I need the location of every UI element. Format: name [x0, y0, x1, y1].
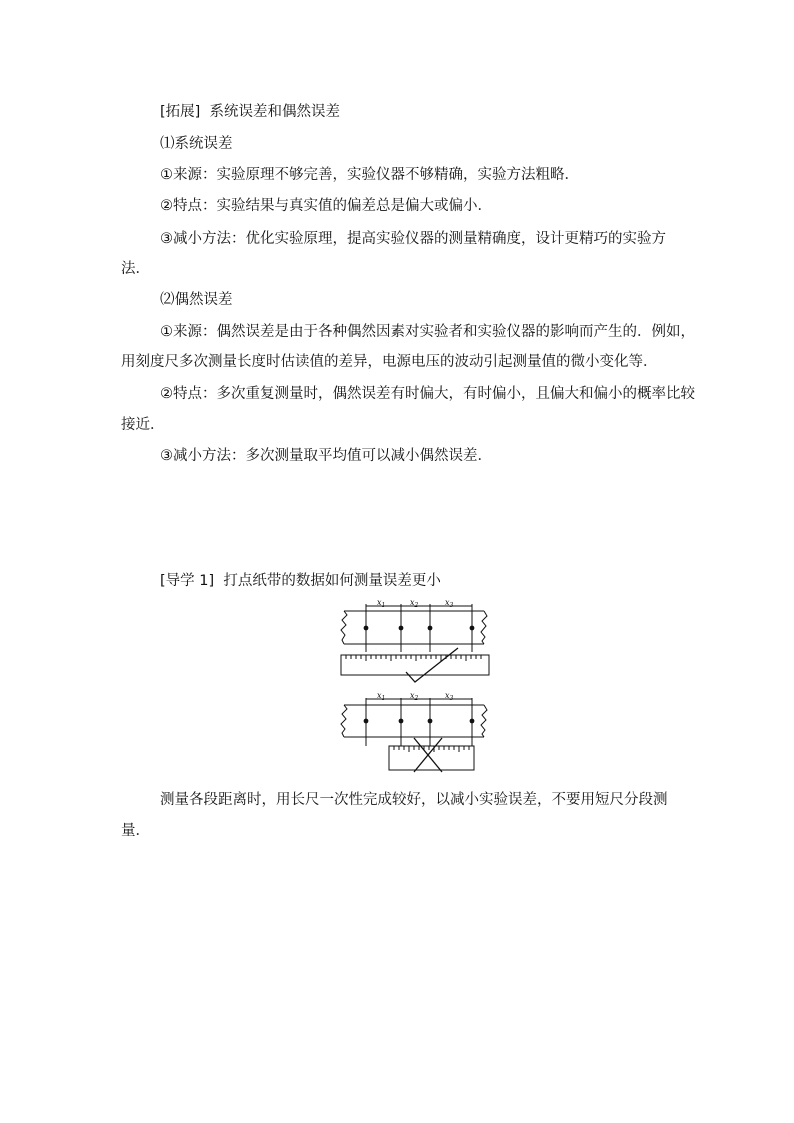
svg-text:x3: $x_3$: [445, 691, 454, 702]
dot: [364, 626, 369, 631]
systematic-error-feature: ②特点：实验结果与真实值的偏差总是偏大或偏小．: [160, 198, 492, 214]
bottom-tape-dots: [364, 719, 475, 724]
guide1-conclusion-line1: 测量各段距离时，用长尺一次性完成较好，以减小实验误差，不要用短尺分段测: [160, 792, 668, 808]
top-tape-dots: [364, 626, 475, 631]
top-tape: [341, 604, 487, 652]
svg-text:x2: $x_2$: [410, 691, 419, 702]
short-ruler: [389, 746, 474, 770]
dot: [399, 719, 404, 724]
guide1-heading: [160, 571, 441, 591]
dot: [428, 719, 433, 724]
dot: [428, 626, 433, 631]
svg-text:x1: $x_1$: [377, 691, 386, 702]
systematic-error-title: ⑴系统误差: [160, 136, 233, 152]
svg-text:x3: $x_3$: [445, 598, 454, 609]
extension-heading-title: 系统误差和偶然误差: [209, 104, 341, 120]
dot: [470, 626, 475, 631]
guide1-conclusion-line2: 量．: [121, 823, 150, 839]
dot: [364, 719, 369, 724]
random-error-source-line2: 用刻度尺多次测量长度时估读值的差异，电源电压的波动引起测量值的微小变化等．: [121, 354, 658, 370]
check-mark-icon: [406, 648, 458, 682]
extension-heading-tag: [拓展]: [160, 104, 201, 120]
cross-mark-icon: [414, 738, 442, 772]
svg-text:x2: $x_2$: [410, 598, 419, 609]
random-error-title: ⑵偶然误差: [160, 292, 233, 308]
guide1-heading-tag: [导学 1]: [160, 573, 215, 589]
tape-measurement-diagram: [336, 598, 496, 774]
svg-text:x1: $x_1$: [377, 598, 386, 609]
random-error-feature-line1: ②特点：多次重复测量时，偶然误差有时偏大，有时偏小，且偏大和偏小的概率比较: [160, 386, 695, 402]
tape-measurement-figure: [336, 598, 496, 774]
top-tape-labels: [377, 598, 454, 609]
bottom-tape-labels: [377, 691, 454, 702]
dot: [399, 626, 404, 631]
systematic-error-source: ①来源：实验原理不够完善，实验仪器不够精确，实验方法粗略．: [160, 167, 579, 183]
long-ruler: [341, 655, 489, 675]
random-error-feature-line2: 接近．: [121, 417, 165, 433]
random-error-reduce: ③减小方法：多次测量取平均值可以减小偶然误差．: [160, 448, 492, 464]
dot: [470, 719, 475, 724]
guide1-heading-title: 打点纸带的数据如何测量误差更小: [223, 573, 441, 589]
extension-heading: [160, 102, 340, 122]
random-error-source-line1: ①来源：偶然误差是由于各种偶然因素对实验者和实验仪器的影响而产生的．例如，: [160, 324, 695, 340]
systematic-error-reduce-line2: 法．: [121, 261, 150, 277]
systematic-error-reduce-line1: ③减小方法：优化实验原理，提高实验仪器的测量精确度，设计更精巧的实验方: [160, 231, 666, 247]
